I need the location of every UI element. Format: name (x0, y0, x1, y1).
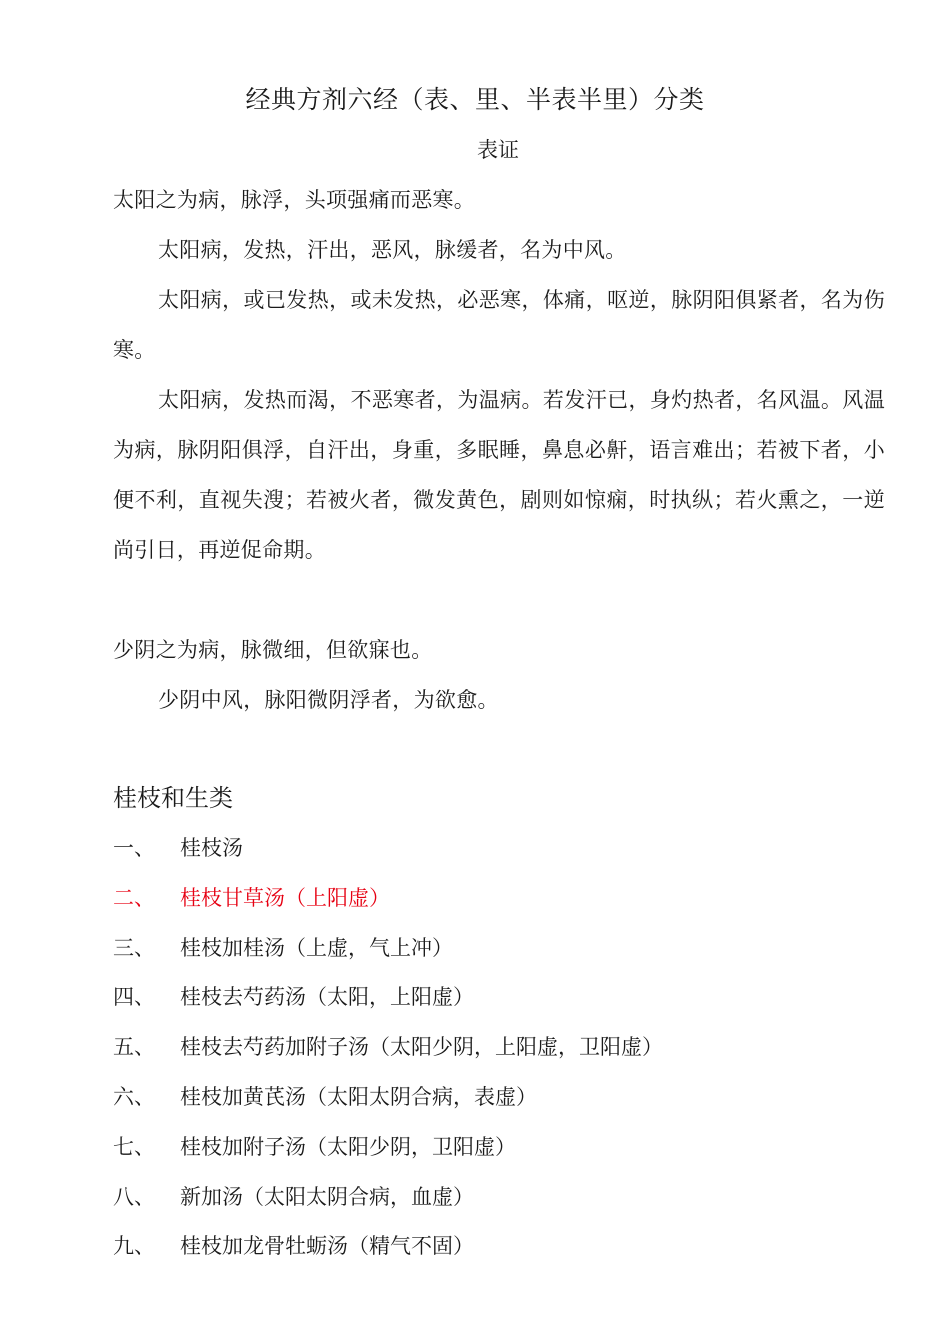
paragraph: 太阳病，发热，汗出，恶风，脉缓者，名为中风。 (158, 238, 627, 262)
list-item (113, 823, 893, 873)
list-item (113, 1172, 893, 1222)
paragraph-gap (113, 575, 885, 625)
list-item (113, 972, 893, 1022)
list-number: 七、 (113, 1134, 155, 1159)
paragraph: 太阳病，或已发热，或未发热，必恶寒，体痛，呕逆，脉阴阳俱紧者，名为伤寒。 (113, 288, 885, 362)
list-item (113, 1072, 893, 1122)
list-number: 一、 (113, 836, 155, 860)
paragraph: 少阴之为病，脉微细，但欲寐也。 (113, 638, 433, 662)
formula-name: 桂枝去芍药汤（太阳，上阳虚） (180, 985, 474, 1010)
paragraph: 太阳病，发热而渴，不恶寒者，为温病。若发汗已，身灼热者，名风温。风温为病，脉阴阳俱浮，自汗出，身重，多眠睡，鼻息必鼾，语言难出；若被下者，小便不利，直视失溲；若被火者，微发黄色，剧则如惊痫，时执纵；若火熏之，一逆尚引日，再逆促命期。 (113, 388, 885, 562)
list-number: 四、 (113, 985, 155, 1010)
text-block-taiyang (113, 175, 885, 725)
list-number: 六、 (113, 1084, 155, 1109)
list-number: 八、 (113, 1184, 155, 1209)
formula-name: 桂枝甘草汤（上阳虚） (180, 885, 390, 910)
section-subtitle: 表证 (477, 138, 519, 162)
list-number: 二、 (113, 885, 155, 910)
formula-name: 桂枝加附子汤（太阳少阴，卫阳虚） (180, 1134, 516, 1159)
document-title: 经典方剂六经（表、里、半表半里）分类 (245, 85, 705, 114)
list-item (113, 923, 893, 973)
formula-name: 桂枝加黄芪汤（太阳太阴合病，表虚） (180, 1084, 537, 1109)
list-item (113, 1221, 893, 1271)
formula-name: 桂枝去芍药加附子汤（太阳少阴，上阳虚，卫阳虚） (180, 1035, 663, 1060)
paragraph: 太阳之为病，脉浮，头项强痛而恶寒。 (113, 188, 476, 212)
formula-name: 桂枝加龙骨牡蛎汤（精气不固） (180, 1234, 474, 1259)
formula-name: 桂枝汤 (180, 836, 243, 860)
formula-name: 桂枝加桂汤（上虚，气上冲） (180, 935, 453, 960)
list-number: 三、 (113, 935, 155, 960)
section-heading: 桂枝和生类 (113, 784, 233, 812)
formula-name: 新加汤（太阳太阴合病，血虚） (180, 1184, 474, 1209)
formula-list (113, 823, 893, 1271)
paragraph: 少阴中风，脉阳微阴浮者，为欲愈。 (158, 688, 499, 712)
list-item (113, 1022, 893, 1072)
list-item-highlighted (113, 873, 893, 923)
list-item (113, 1122, 893, 1172)
list-number: 九、 (113, 1234, 155, 1259)
list-number: 五、 (113, 1035, 155, 1060)
